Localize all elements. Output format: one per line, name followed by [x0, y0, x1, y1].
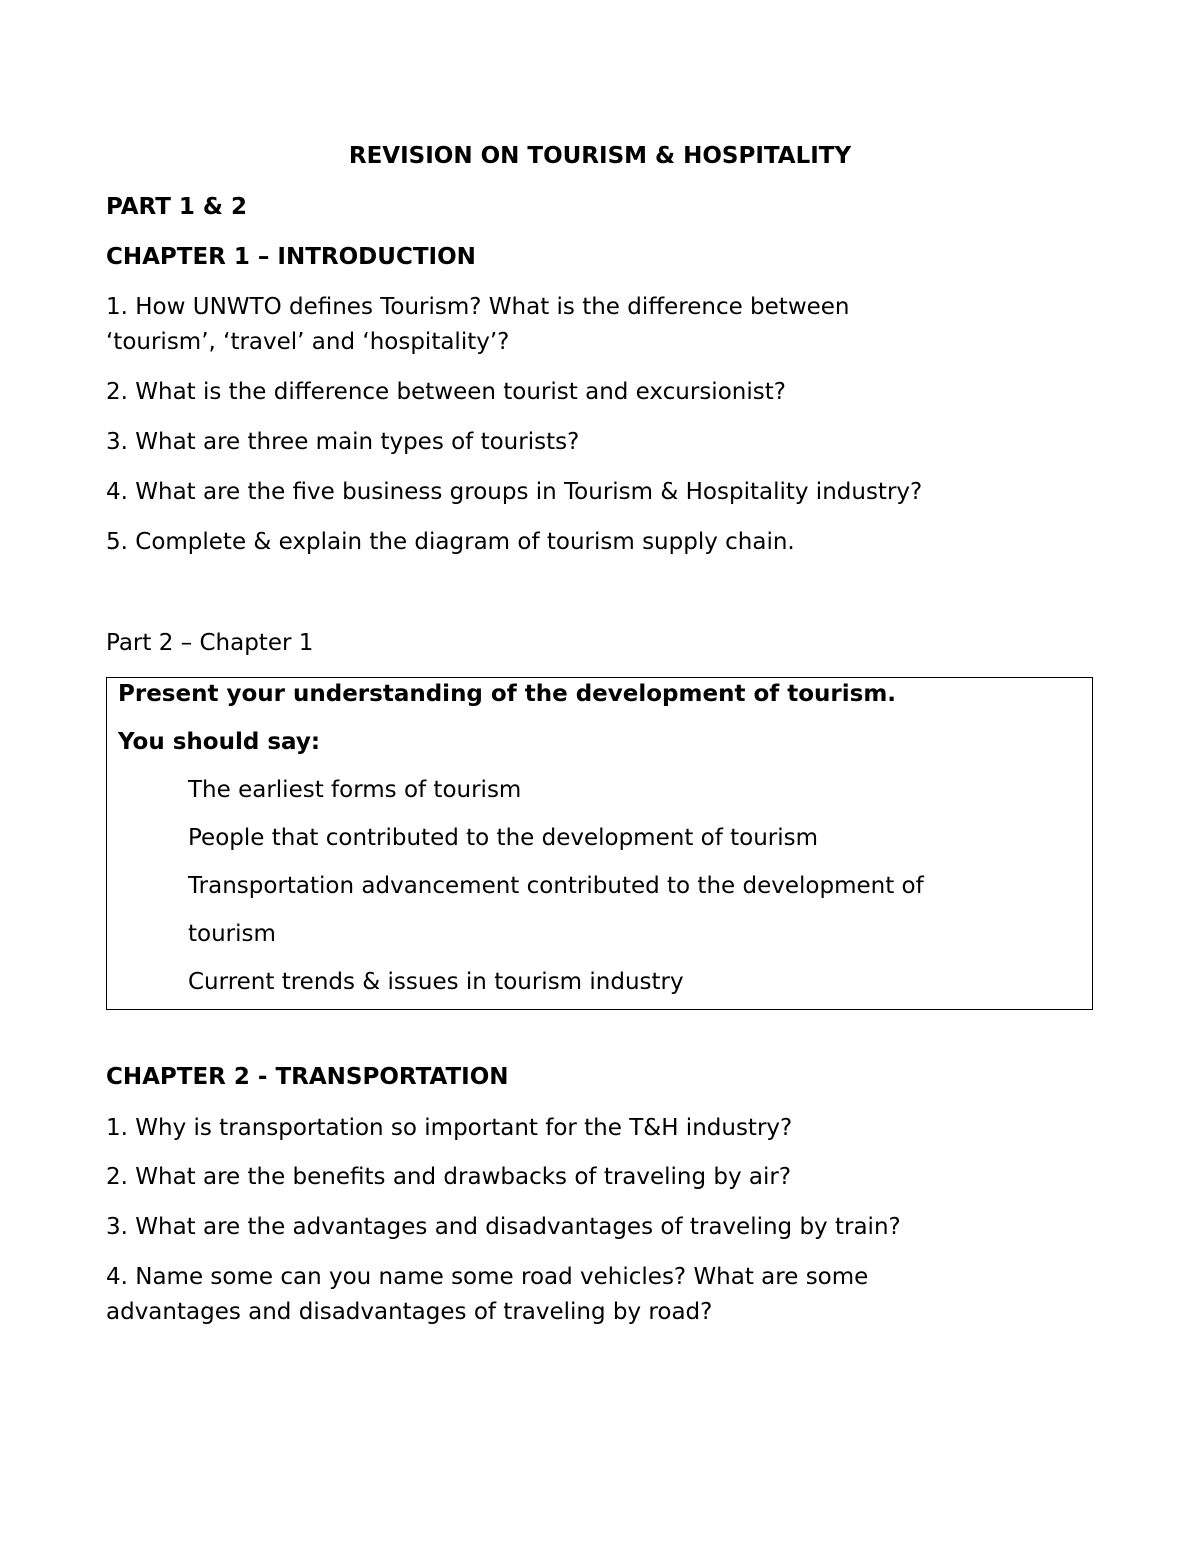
- speaking-task-item: The earliest forms of tourism: [188, 777, 522, 803]
- speaking-task-say: You should say:: [118, 729, 321, 755]
- part-heading: PART 1 & 2: [106, 194, 247, 220]
- chapter1-question-1-line-1: 1. How UNWTO defines Tourism? What is the difference between: [106, 294, 850, 320]
- chapter1-question-4: 4. What are the five business groups in Tourism & Hospitality industry?: [106, 479, 923, 505]
- chapter2-question-2: 2. What are the benefits and drawbacks of traveling by air?: [106, 1164, 792, 1190]
- chapter1-question-3: 3. What are three main types of tourists?: [106, 429, 580, 455]
- speaking-task-prompt: Present your understanding of the development of tourism.: [118, 681, 897, 707]
- part2-heading: Part 2 – Chapter 1: [106, 630, 314, 656]
- chapter1-question-5: 5. Complete & explain the diagram of tourism supply chain.: [106, 529, 795, 555]
- chapter2-heading: CHAPTER 2 - TRANSPORTATION: [106, 1064, 509, 1090]
- speaking-task-item: Transportation advancement contributed to the development of: [188, 873, 924, 899]
- chapter2-question-4-line-2: advantages and disadvantages of traveling by road?: [106, 1299, 713, 1325]
- chapter1-question-2: 2. What is the difference between tourist and excursionist?: [106, 379, 786, 405]
- chapter2-question-3: 3. What are the advantages and disadvantages of traveling by train?: [106, 1214, 901, 1240]
- speaking-task-item: Current trends & issues in tourism industry: [188, 969, 684, 995]
- document-title: REVISION ON TOURISM & HOSPITALITY: [348, 143, 852, 169]
- speaking-task-item: People that contributed to the development of tourism: [188, 825, 819, 851]
- speaking-task-item: tourism: [188, 921, 276, 947]
- chapter1-heading: CHAPTER 1 – INTRODUCTION: [106, 244, 476, 270]
- chapter2-question-4-line-1: 4. Name some can you name some road vehicles? What are some: [106, 1264, 869, 1290]
- chapter1-question-1-line-2: ‘tourism’, ‘travel’ and ‘hospitality’?: [106, 329, 510, 355]
- chapter2-question-1: 1. Why is transportation so important for the T&H industry?: [106, 1115, 793, 1141]
